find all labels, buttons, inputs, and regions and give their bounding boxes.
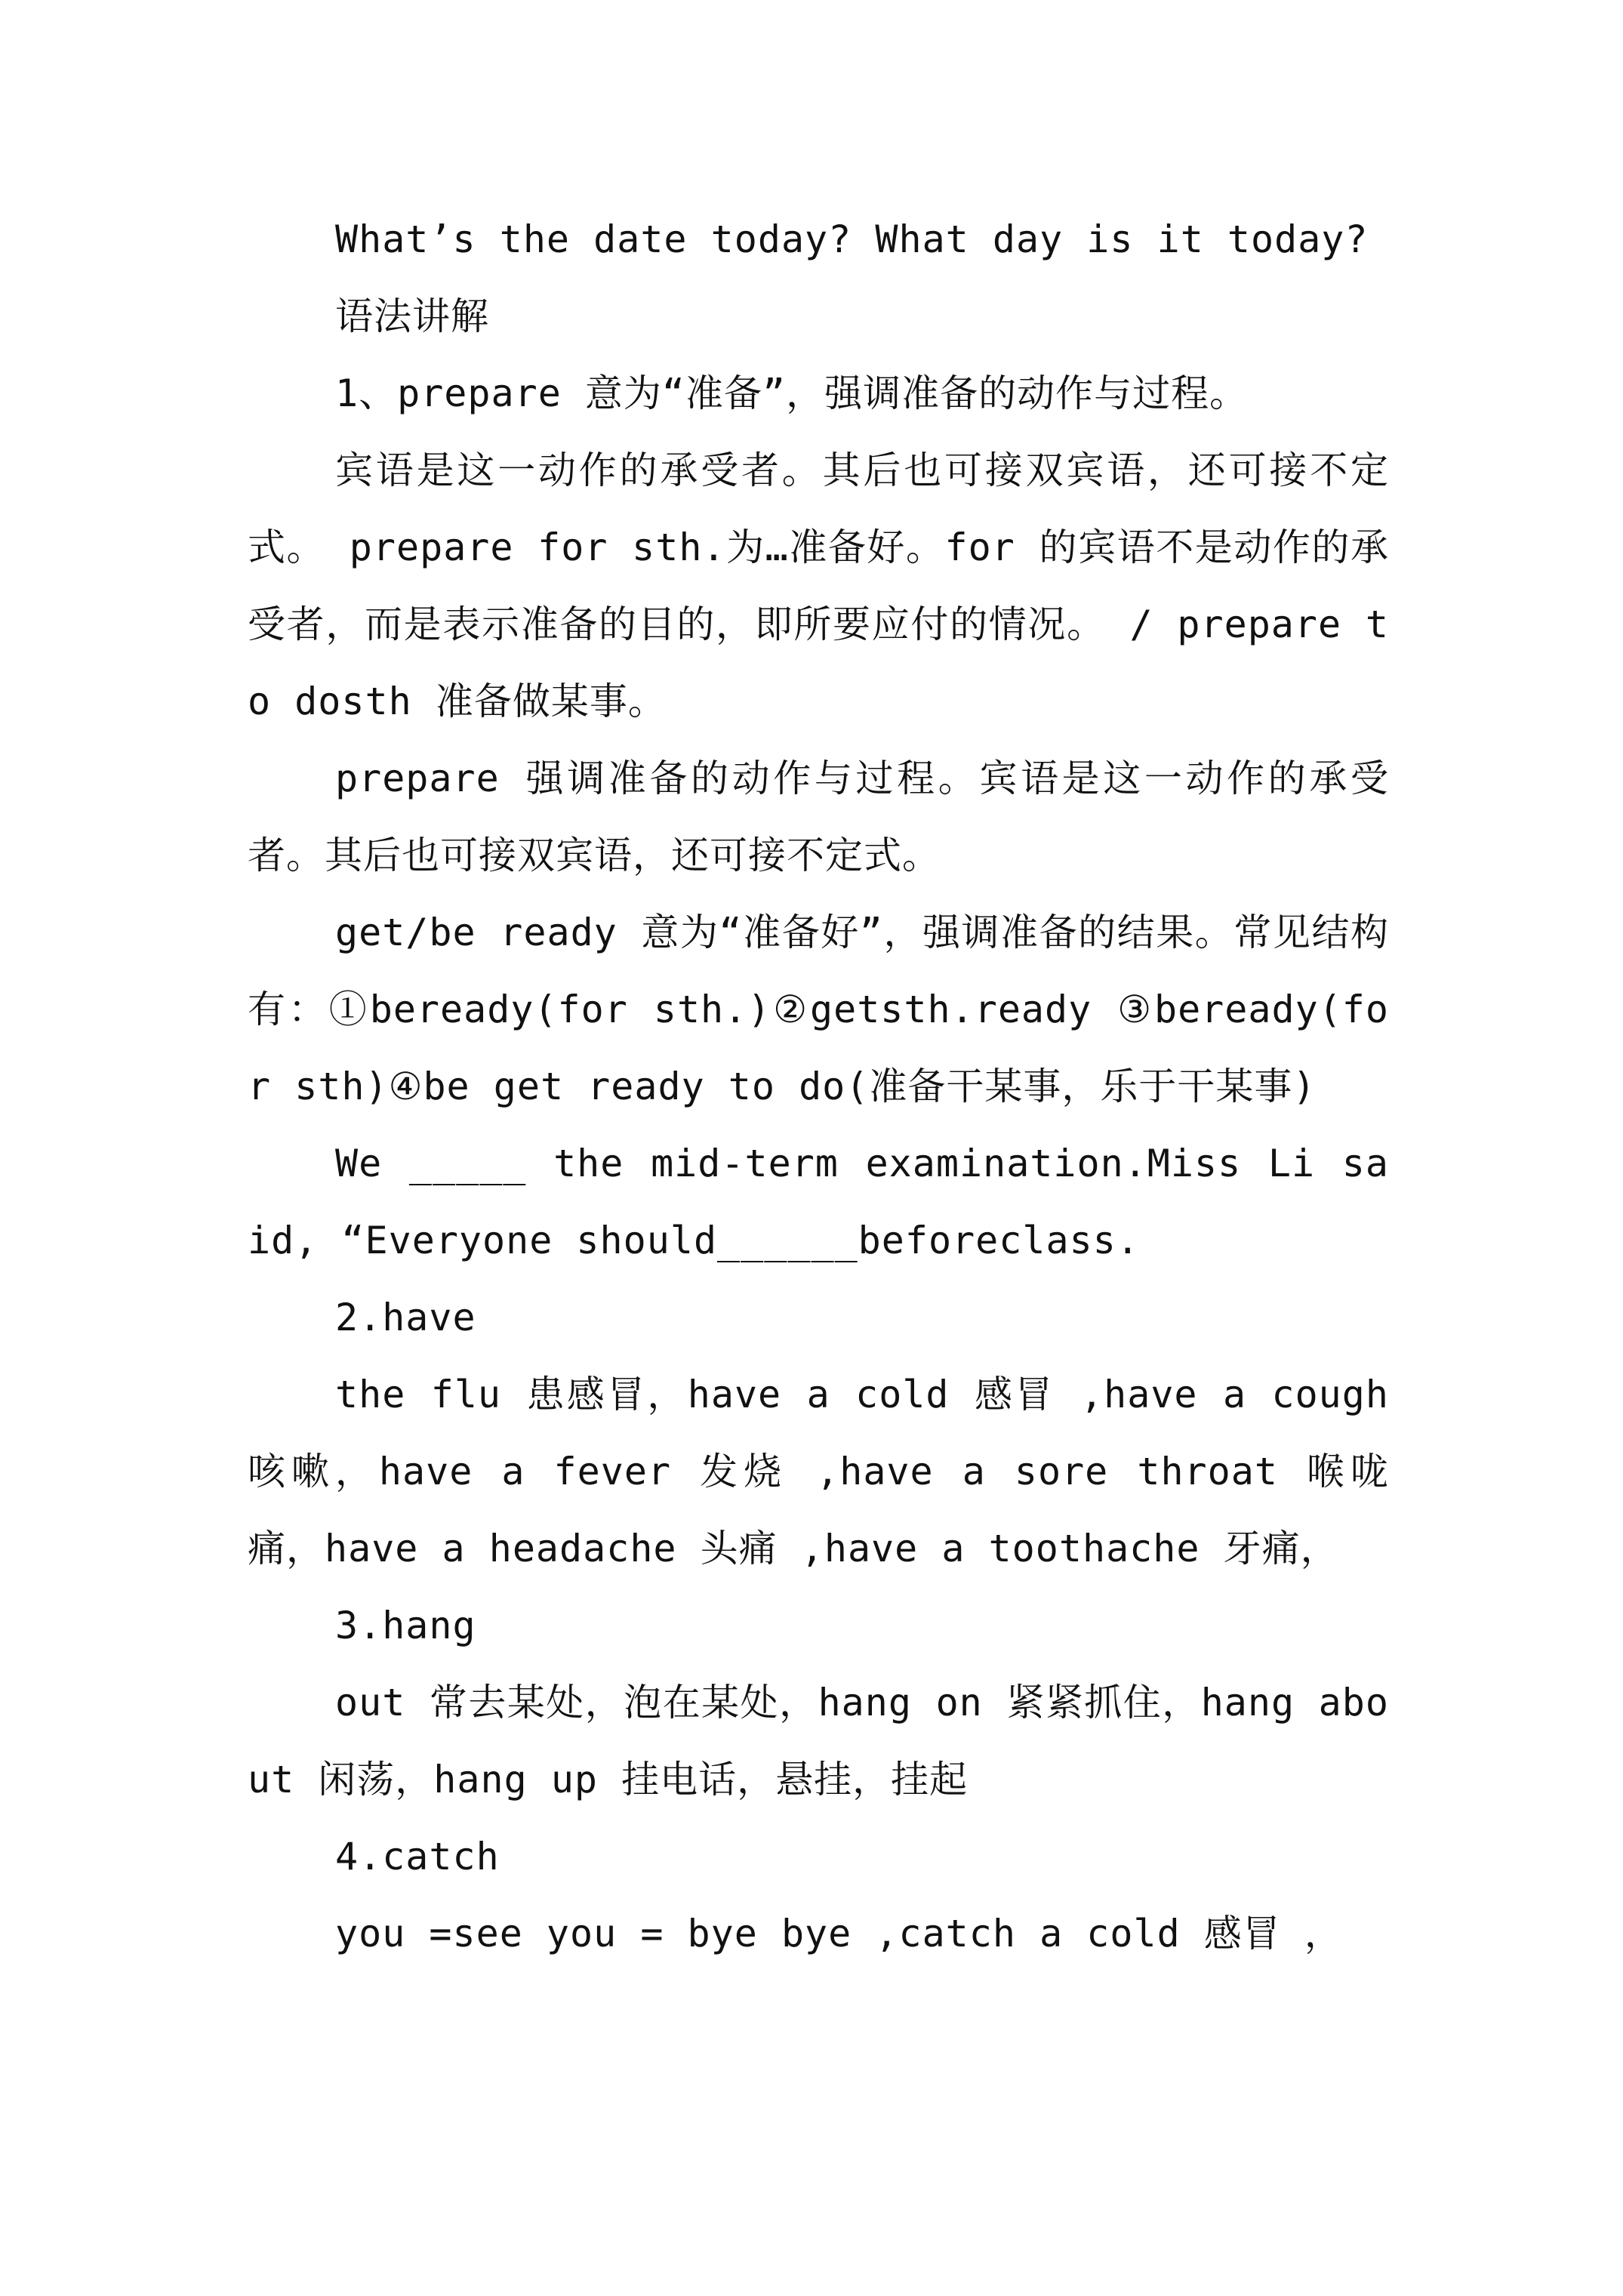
paragraph-prepare-meaning: 1、prepare 意为“准备”，强调准备的动作与过程。 (335, 371, 1249, 415)
paragraph-date-question: What’s the date today? What day is it today? (335, 217, 1369, 261)
paragraph-hang-phrases: out 常去某处，泡在某处，hang on 紧紧抓住，hang about 闲荡，hang up 挂电话，悬挂，挂起 (248, 1681, 1389, 1801)
paragraph-catch-heading: 4.catch (335, 1835, 500, 1878)
paragraph-grammar-heading: 语法讲解 (335, 294, 489, 338)
paragraph-get-ready: get/be ready 意为“准备好”，强调准备的结果。常见结构有：①beready(for sth.)②getsth.ready ③beready(for sth)④be get ready to do(准备干某事，乐于干某事) (248, 911, 1389, 1108)
paragraph-exercise: We _____ the mid-term examination.Miss Li said, “Everyone should______beforeclass. (248, 1142, 1389, 1262)
paragraph-catch-phrases: you =see you = bye bye ,catch a cold 感冒 ， (335, 1912, 1343, 1955)
paragraph-have-phrases: the flu 患感冒，have a cold 感冒 ,have a cough 咳嗽，have a fever 发烧 ,have a sore throat 喉咙痛，have a headache 头痛 ,have a toothache 牙痛， (248, 1373, 1389, 1570)
paragraph-prepare-emphasis: prepare 强调准备的动作与过程。宾语是这一动作的承受者。其后也可接双宾语，还可接不定式。 (248, 757, 1389, 877)
paragraph-prepare-object: 宾语是这一动作的承受者。其后也可接双宾语，还可接不定式。 prepare for sth.为…准备好。for 的宾语不是动作的承受者，而是表示准备的目的，即所要应付的情况。 / prepare to dosth 准备做某事。 (248, 448, 1389, 723)
paragraph-hang-heading: 3.hang (335, 1604, 476, 1647)
document-body (248, 201, 1389, 1972)
paragraph-have-heading: 2.have (335, 1296, 476, 1339)
